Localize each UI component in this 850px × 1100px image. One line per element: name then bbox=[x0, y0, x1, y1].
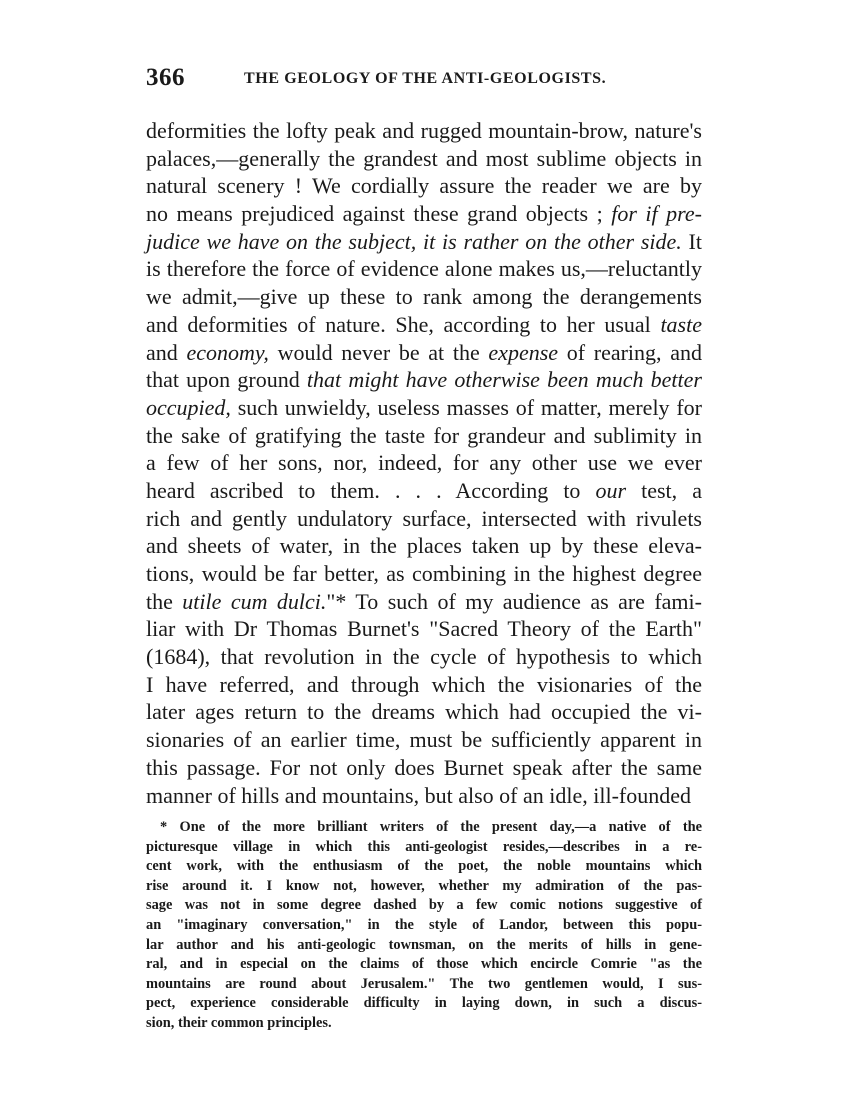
text-run: this passage. For not only does Burnet speak after the same bbox=[146, 754, 702, 780]
text-run: It bbox=[681, 228, 702, 254]
footnote-line: ral, and in especial on the claims of those which encircle Comrie "as the bbox=[146, 956, 702, 973]
text-run: heard ascribed to them. . . . According to bbox=[146, 477, 596, 503]
text-run: test, a bbox=[626, 477, 702, 503]
text-run: the bbox=[146, 588, 183, 614]
footnote-line: * One of the more brilliant writers of the present day,—a native of the bbox=[160, 819, 702, 835]
text-line bbox=[146, 615, 702, 643]
italic-run: our bbox=[595, 477, 627, 503]
text-run: "* To such of my audience as are fami- bbox=[326, 588, 702, 614]
text-line bbox=[146, 505, 702, 533]
text-line bbox=[146, 366, 702, 394]
text-run: (1684), that revolution in the cycle of hypothesis to which bbox=[146, 644, 702, 670]
text-run: is therefore the force of evidence alone makes us,—reluctantly bbox=[146, 256, 702, 282]
text-line bbox=[146, 643, 702, 671]
text-line bbox=[146, 754, 702, 782]
footnote-line: rise around it. I know not, however, whether my admiration of the pas- bbox=[146, 877, 702, 894]
text-line bbox=[146, 726, 702, 754]
text-run: and bbox=[146, 339, 187, 365]
footnote-line: lar author and his anti-geologic townsman, on the merits of hills in gene- bbox=[146, 936, 702, 953]
text-line bbox=[146, 339, 702, 367]
italic-run: judice we have on the subject, it is rather on the other side. bbox=[146, 228, 682, 254]
italic-run: occupied, bbox=[146, 394, 231, 420]
footnote-line: mountains are round about Jerusalem." The two gentlemen would, I sus- bbox=[146, 975, 702, 992]
text-run: we admit,—give up these to rank among the derangements bbox=[146, 284, 702, 310]
text-run: a few of her sons, nor, indeed, for any other use we ever bbox=[146, 450, 702, 476]
footnote-line: cent work, with the enthusiasm of the poet, the noble mountains which bbox=[146, 858, 702, 875]
text-line bbox=[146, 200, 702, 228]
text-line bbox=[146, 588, 702, 616]
text-run: I have referred, and through which the visionaries of the bbox=[146, 671, 702, 697]
text-run: of rearing, and bbox=[558, 339, 702, 365]
text-line bbox=[146, 311, 702, 339]
text-run: that upon ground bbox=[146, 367, 307, 393]
italic-run: expense bbox=[488, 339, 559, 365]
text-line bbox=[146, 117, 702, 145]
body-text bbox=[146, 117, 702, 809]
footnote bbox=[146, 818, 702, 1034]
text-run: later ages return to the dreams which had occupied the vi- bbox=[146, 699, 702, 725]
text-line bbox=[146, 394, 702, 422]
italic-run: taste bbox=[660, 311, 702, 337]
italic-run: for if pre- bbox=[611, 201, 703, 227]
text-line bbox=[146, 283, 702, 311]
text-line bbox=[146, 255, 702, 283]
footnote-line: sion, their common principles. bbox=[146, 1014, 332, 1031]
text-line bbox=[146, 477, 702, 505]
text-line bbox=[146, 228, 702, 256]
text-line bbox=[146, 422, 702, 450]
text-line bbox=[146, 449, 702, 477]
italic-run: utile cum dulci. bbox=[182, 588, 327, 614]
text-run: the sake of gratifying the taste for grandeur and sublimity in bbox=[146, 422, 702, 448]
footnote-line: sage was not in some degree dashed by a few comic notions suggestive of bbox=[146, 897, 702, 914]
text-run: no means prejudiced against these grand objects ; bbox=[146, 201, 612, 227]
text-run: deformities the lofty peak and rugged mountain-brow, nature's bbox=[146, 118, 702, 143]
text-run: tions, would be far better, as combining in the highest degree bbox=[146, 561, 702, 586]
footnote-line: an "imaginary conversation," in the style of Landor, between this popu- bbox=[146, 916, 702, 933]
text-line bbox=[146, 560, 702, 588]
text-line bbox=[146, 782, 702, 810]
page-header bbox=[146, 64, 706, 98]
footnote-line: pect, experience considerable difficulty in laying down, in such a discus- bbox=[146, 995, 702, 1012]
text-run: would never be at the bbox=[268, 339, 489, 365]
text-run: manner of hills and mountains, but also of an idle, ill-founded bbox=[146, 782, 692, 808]
italic-run: that might have otherwise been much better bbox=[306, 367, 702, 393]
text-run: sionaries of an earlier time, must be sufficiently apparent in bbox=[146, 727, 702, 753]
text-run: palaces,—generally the grandest and most sublime objects in bbox=[146, 145, 702, 171]
text-line bbox=[146, 172, 702, 200]
text-line bbox=[146, 671, 702, 699]
text-run: liar with Dr Thomas Burnet's "Sacred Theory of the Earth" bbox=[146, 616, 702, 642]
running-title: THE GEOLOGY OF THE ANTI-GEOLOGISTS. bbox=[244, 70, 607, 87]
text-run: natural scenery ! We cordially assure the reader we are by bbox=[146, 173, 702, 199]
page-number: 366 bbox=[146, 64, 185, 91]
text-line bbox=[146, 532, 702, 560]
italic-run: economy, bbox=[186, 339, 269, 365]
text-run: and sheets of water, in the places taken up by these eleva- bbox=[146, 533, 702, 559]
text-line bbox=[146, 698, 702, 726]
text-run: rich and gently undulatory surface, intersected with rivulets bbox=[146, 505, 702, 531]
text-run: and deformities of nature. She, according to her usual bbox=[146, 311, 661, 337]
text-run: such unwieldy, useless masses of matter, merely for bbox=[230, 394, 702, 420]
footnote-line: picturesque village in which this anti-geologist resides,—describes in a re- bbox=[146, 838, 702, 855]
text-line bbox=[146, 145, 702, 173]
